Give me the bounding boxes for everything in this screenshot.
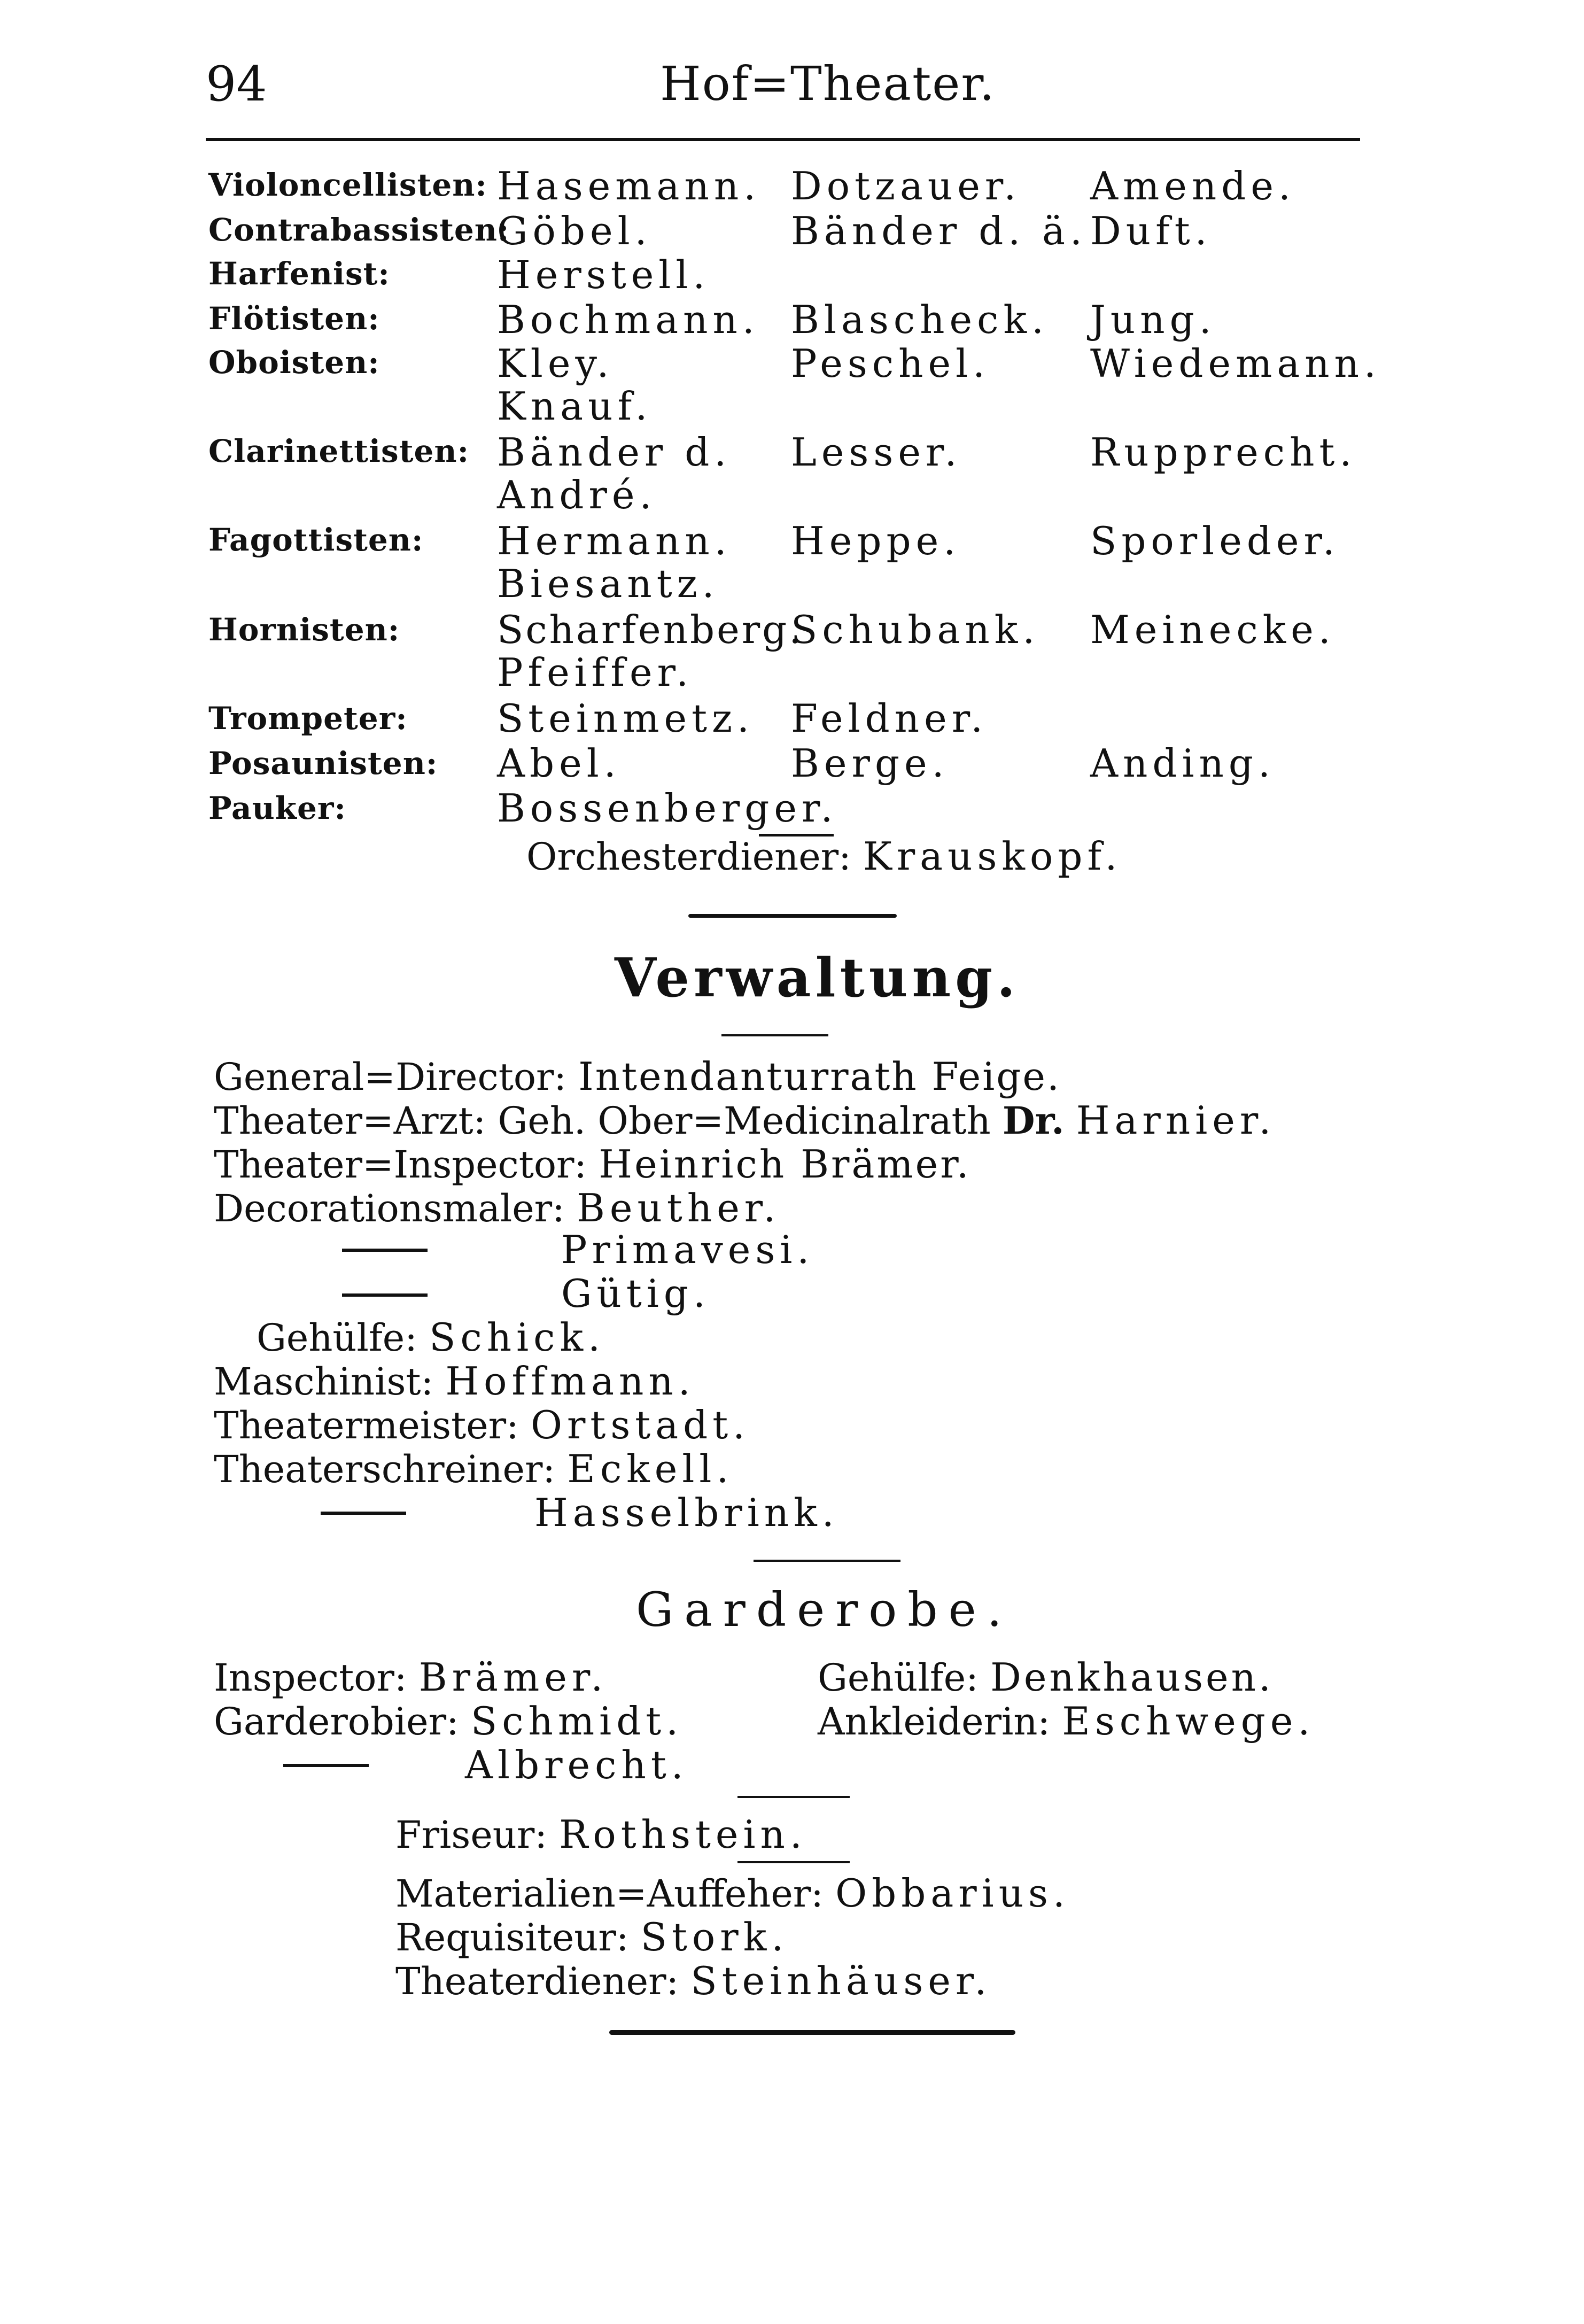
name: Eckell.	[567, 1446, 734, 1491]
entry-theaterdiener	[395, 1958, 991, 2003]
name: Schubank.	[791, 607, 1040, 652]
name: Bossenberger.	[497, 786, 838, 831]
name: Heppe.	[791, 518, 961, 563]
entry-theater-inspector	[214, 1142, 971, 1187]
label: General=Director:	[214, 1055, 567, 1099]
label: Decorationsmaler:	[214, 1187, 565, 1230]
name: Rupprecht.	[1090, 430, 1357, 475]
name: Kley.	[497, 341, 614, 386]
name: Anding.	[1090, 741, 1275, 786]
running-title: Hof=Theater.	[660, 56, 996, 111]
label: Theater=Inspector:	[214, 1143, 587, 1187]
label: Garderobier:	[214, 1700, 459, 1744]
name: Schick.	[429, 1315, 605, 1360]
name: Berge.	[791, 741, 949, 786]
section-divider	[754, 1560, 900, 1562]
name: Rothstein.	[559, 1812, 807, 1857]
name: Albrecht.	[465, 1742, 688, 1787]
entry-gehuelfe	[257, 1315, 605, 1360]
label: Friseur:	[395, 1813, 547, 1857]
name: Wiedemann.	[1090, 341, 1381, 386]
section-divider	[688, 914, 897, 918]
name: Primavesi.	[561, 1227, 814, 1272]
name: Heinrich Brämer.	[599, 1142, 971, 1187]
name: Lesser.	[791, 430, 962, 475]
name: Obbarius.	[835, 1871, 1070, 1916]
name: Hasemann.	[497, 164, 761, 208]
short-rule	[737, 1861, 850, 1863]
label-trompeter: Trompeter:	[208, 700, 408, 737]
label: Theaterschreiner:	[214, 1447, 555, 1491]
entry-theater-arzt	[214, 1098, 1276, 1143]
header-rule	[206, 138, 1360, 141]
label-fagottisten: Fagottisten:	[208, 522, 424, 558]
name: Herstell.	[497, 252, 710, 297]
label: Gehülfe:	[257, 1316, 417, 1360]
name: Bänder d.	[497, 430, 732, 475]
label: Theater=Arzt:	[214, 1099, 486, 1143]
label-pauker: Pauker:	[208, 790, 346, 826]
entry-ankleiderin	[818, 1699, 1315, 1744]
ditto-dash	[342, 1244, 428, 1254]
label: Orchesterdiener:	[526, 835, 851, 879]
name: Bänder d. ä.	[791, 208, 1087, 253]
label: Materialien=Auffeher:	[395, 1872, 824, 1916]
name: Meinecke.	[1090, 607, 1335, 652]
label: Maschinist:	[214, 1360, 434, 1404]
name: Biesantz.	[497, 561, 719, 606]
short-rule	[721, 1034, 828, 1036]
name: Harnier.	[1076, 1098, 1276, 1143]
entry-materialien-auffeher	[395, 1871, 1070, 1916]
name: Beuther.	[577, 1186, 781, 1230]
label: Theatermeister:	[214, 1404, 519, 1447]
label-floetisten: Flötisten:	[208, 300, 380, 337]
label-violoncellisten: Violoncellisten:	[208, 167, 487, 203]
label-clarinettisten: Clarinettisten:	[208, 433, 469, 469]
name: Krauskopf.	[863, 834, 1122, 879]
name: Feldner.	[791, 696, 988, 741]
name: Jung.	[1090, 297, 1216, 342]
label-oboisten: Oboisten:	[208, 344, 380, 381]
entry-inspector	[214, 1655, 608, 1700]
label: Requisiteur:	[395, 1916, 629, 1959]
label-posaunisten: Posaunisten:	[208, 745, 438, 781]
entry-general-director	[214, 1054, 1061, 1099]
entry-garderobier	[214, 1699, 683, 1744]
label: Inspector:	[214, 1656, 407, 1700]
name: Hasselbrink.	[534, 1490, 839, 1535]
label-contrabassisten: Contrabassisten:	[208, 212, 510, 248]
closing-rule	[609, 2030, 1015, 2035]
name: Intendanturrath Feige.	[578, 1054, 1061, 1099]
name: Duft.	[1090, 208, 1212, 253]
ditto-dash	[283, 1760, 369, 1770]
name: Pfeiffer.	[497, 650, 694, 695]
entry-theaterschreiner	[214, 1446, 733, 1491]
name: Gütig.	[561, 1271, 710, 1316]
entry-theatermeister	[214, 1403, 750, 1447]
label: Gehülfe:	[818, 1656, 979, 1700]
name: Hermann.	[497, 518, 732, 563]
short-rule	[737, 1796, 850, 1798]
label-harfenist: Harfenist:	[208, 255, 390, 292]
entry-maschinist	[214, 1359, 695, 1404]
orchestra-servant	[526, 834, 1122, 879]
section-title-garderobe: Garderobe.	[636, 1582, 1013, 1637]
entry-requisiteur	[395, 1915, 788, 1959]
name: Brämer.	[418, 1655, 608, 1700]
label: Theaterdiener:	[395, 1959, 679, 2003]
section-title-verwaltung: Verwaltung.	[615, 946, 1020, 1009]
name: Steinmetz.	[497, 696, 754, 741]
name: Schmidt.	[470, 1699, 684, 1744]
name: Abel.	[497, 741, 621, 786]
name: Steinhäuser.	[690, 1958, 992, 2003]
name: Eschwege.	[1062, 1699, 1315, 1744]
ditto-dash	[321, 1507, 406, 1517]
name: Knauf.	[497, 384, 653, 429]
name: Bochmann.	[497, 297, 759, 342]
label: Ankleiderin:	[818, 1700, 1051, 1744]
name: André.	[497, 472, 657, 517]
name: Blascheck.	[791, 297, 1049, 342]
name: Sporleder.	[1090, 518, 1340, 563]
name: Stork.	[640, 1915, 789, 1959]
name: Hoffmann.	[445, 1359, 695, 1404]
label-hornisten: Hornisten:	[208, 611, 400, 648]
title: Dr.	[1002, 1098, 1065, 1143]
ditto-dash	[342, 1289, 428, 1299]
name: Ortstadt.	[530, 1403, 750, 1447]
name: Peschel.	[791, 341, 990, 386]
entry-gehuelfe-garderobe	[818, 1655, 1274, 1700]
name: Dotzauer.	[791, 164, 1021, 208]
name: Göbel.	[497, 208, 652, 253]
page-number: 94	[206, 56, 267, 112]
name: Amende.	[1090, 164, 1295, 208]
entry-decorationsmaler	[214, 1186, 780, 1230]
name: Denkhausen.	[990, 1655, 1274, 1700]
name: Geh. Ober=Medicinalrath	[498, 1099, 991, 1143]
entry-friseur	[395, 1812, 807, 1857]
name: Scharfenberg.	[497, 607, 804, 652]
